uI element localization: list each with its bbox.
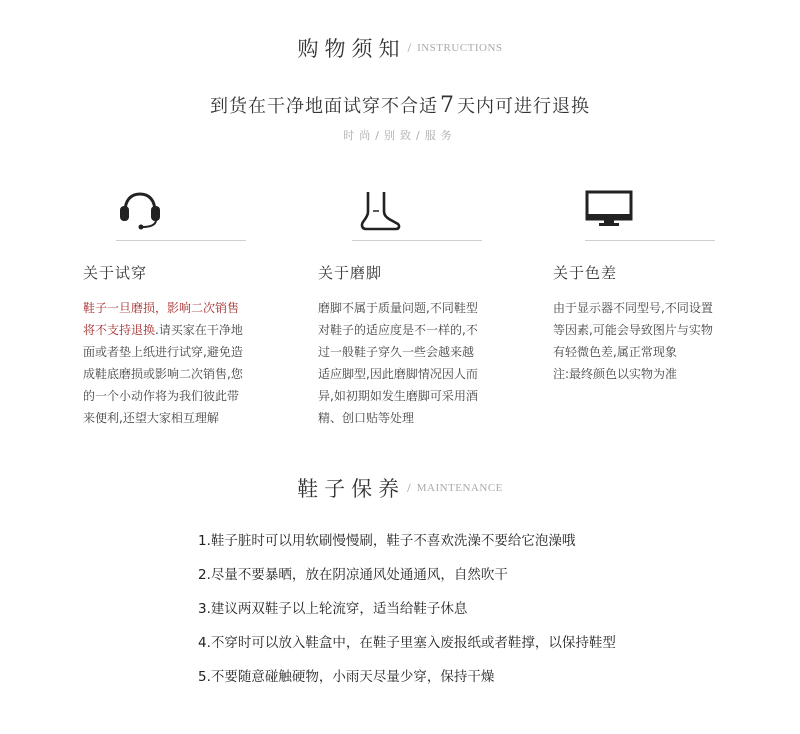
headset-icon: [116, 190, 164, 230]
color-difference-body: 由于显示器不同型号,不同设置 等因素,可能会导致图片与实物 有轻微色差,属正常现象 注:最终颜色以实物为准: [553, 301, 713, 381]
maintenance-title-en: MAINTENANCE: [416, 482, 503, 494]
return-days: 7: [440, 93, 455, 118]
monitor-icon: [585, 190, 633, 228]
instructions-title-en: INSTRUCTIONS: [417, 42, 503, 54]
maintenance-item: 1.鞋子脏时可以用软刷慢慢刷，鞋子不喜欢洗澡不要给它泡澡哦: [198, 533, 576, 549]
maintenance-item: 5.不要随意碰触硬物，小雨天尽量少穿，保持干燥: [198, 669, 495, 685]
fitting-title: 关于试穿: [83, 264, 148, 282]
tagline: 时尚/别致/服务: [343, 129, 457, 142]
chafing-title: 关于磨脚: [318, 264, 383, 282]
chafing-body: 磨脚不属于质量问题,不同鞋型 对鞋子的适应度是不一样的,不 过一般鞋子穿久一些会越来越 适应脚型,因此磨脚情况因人而 异,如初期如发生磨脚可采用酒 精、创口贴等处理: [318, 301, 478, 425]
divider-line: [352, 240, 482, 241]
instructions-title-cn: 购物须知: [297, 37, 406, 61]
title-slash: /: [407, 40, 412, 55]
maintenance-title-cn: 鞋子保养: [297, 477, 406, 501]
divider-line: [585, 240, 715, 241]
maintenance-item: 3.建议两双鞋子以上轮流穿，适当给鞋子休息: [198, 601, 468, 617]
maintenance-item: 4.不穿时可以放入鞋盒中，在鞋子里塞入废报纸或者鞋撑，以保持鞋型: [198, 635, 616, 651]
instructions-title: [0, 33, 800, 63]
maintenance-item: 2.尽量不要暴晒，放在阴凉通风处通通风，自然吹干: [198, 567, 508, 583]
fitting-body: 鞋子一旦磨损，影响二次销售 将不支持退换.请买家在干净地 面或者垫上纸进行试穿,避免造 成鞋底磨损或影响二次销售,您 的一个小动作将为我们彼此带 来便利,还望大家相互理解: [83, 301, 243, 425]
title-slash: /: [407, 480, 411, 495]
maintenance-title: [0, 473, 800, 503]
return-policy-headline: 到货在干净地面试穿不合适7 天内可进行退换: [210, 93, 590, 118]
color-difference-title: 关于色差: [553, 264, 618, 282]
foot-icon: [356, 188, 402, 232]
divider-line: [116, 240, 246, 241]
